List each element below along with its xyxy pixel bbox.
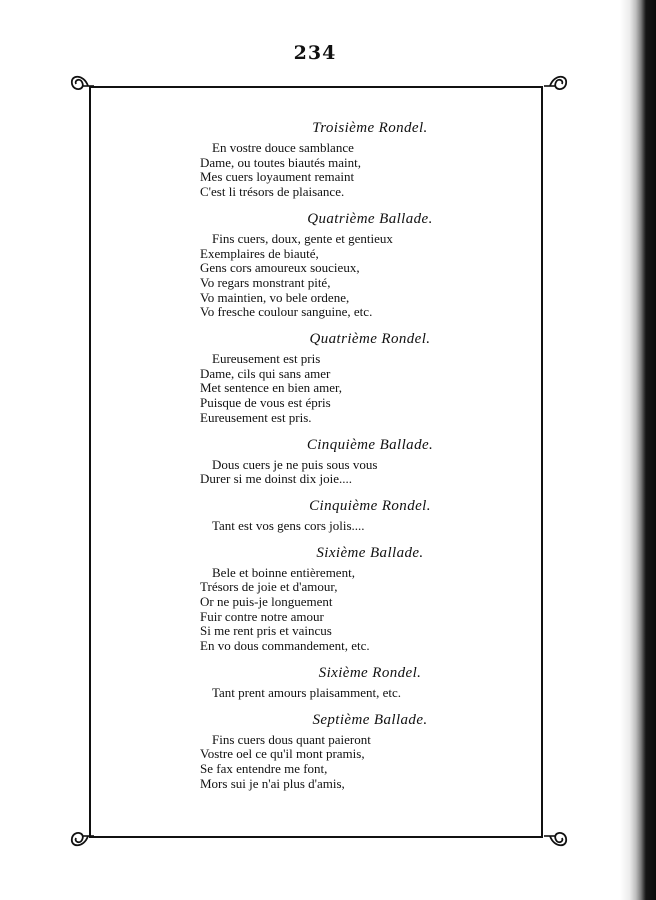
- verse-line: Vo maintien, vo bele ordene,: [200, 289, 350, 305]
- verse-line: Fuir contre notre amour: [200, 608, 324, 624]
- page-number: 234: [293, 42, 337, 64]
- verse-line: Trésors de joie et d'amour,: [200, 579, 338, 595]
- section-cinquieme-ballade: [200, 437, 500, 487]
- verse-line: Or ne puis-je longuement: [200, 594, 333, 610]
- verse-line: En vo dous commandement, etc.: [200, 638, 370, 654]
- verse-line: En vostre douce samblance: [212, 140, 354, 155]
- corner-ornament-top-right-icon: [542, 70, 572, 96]
- verse-line: Eureusement est pris: [212, 351, 321, 367]
- corner-ornament-bottom-left-icon: [66, 826, 96, 852]
- section-title: Sixième Rondel.: [318, 664, 422, 681]
- verse-line: Tant prent amours plaisamment, etc.: [212, 684, 401, 700]
- section-quatrieme-ballade: [200, 211, 500, 320]
- verse-line: Si me rent pris et vaincus: [200, 623, 332, 639]
- page-gutter-shadow: [620, 0, 630, 900]
- section-sixieme-ballade: [200, 545, 500, 654]
- section-title: Quatrième Rondel.: [309, 331, 431, 348]
- verse-line: Puisque de vous est épris: [200, 395, 331, 411]
- verse-line: C'est li trésors de plaisance.: [200, 184, 345, 200]
- section-cinquieme-rondel: [200, 498, 500, 534]
- section-title: Cinquième Ballade.: [306, 436, 434, 453]
- verse-line: Gens cors amoureux soucieux,: [200, 260, 360, 276]
- verse-line: Vo fresche coulour sanguine, etc.: [200, 304, 373, 320]
- verse-line: Durer si me doinst dix joie....: [200, 471, 353, 487]
- verse-line: Met sentence en bien amer,: [200, 380, 343, 396]
- section-sixieme-rondel: [200, 665, 500, 701]
- verse-line: Dame, cils qui sans amer: [200, 365, 331, 381]
- verse-line: Vostre oel ce qu'il mont pramis,: [200, 746, 365, 762]
- verse-line: Fins cuers, doux, gente et gentieux: [212, 230, 393, 246]
- verse-line: Mes cuers loyaument remaint: [200, 169, 355, 185]
- book-binding-edge: [630, 0, 656, 900]
- verse-line: Exemplaires de biauté,: [200, 245, 319, 261]
- section-title: Sixième Ballade.: [316, 544, 424, 561]
- verse-line: Dous cuers je ne puis sous vous: [212, 456, 378, 472]
- verse-line: Tant est vos gens cors jolis....: [212, 517, 365, 533]
- verse-line: Vo regars monstrant pité,: [200, 274, 331, 290]
- section-troisieme-rondel: [200, 120, 500, 200]
- section-title: Quatrième Ballade.: [307, 210, 433, 227]
- poem-excerpts: [200, 120, 500, 802]
- verse-line: Mors sui je n'ai plus d'amis,: [200, 775, 345, 791]
- corner-ornament-bottom-right-icon: [542, 826, 572, 852]
- section-quatrieme-rondel: [200, 331, 500, 426]
- corner-ornament-top-left-icon: [66, 70, 96, 96]
- verse-line: Eureusement est pris.: [200, 409, 312, 425]
- verse-line: Se fax entendre me font,: [200, 760, 328, 776]
- section-septieme-ballade: [200, 712, 500, 792]
- section-title: Troisième Rondel.: [312, 120, 428, 136]
- verse-line: Fins cuers dous quant paieront: [212, 731, 371, 747]
- verse-line: Dame, ou toutes biautés maint,: [200, 154, 362, 170]
- verse-line: Bele et boinne entièrement,: [212, 564, 355, 580]
- section-title: Cinquième Rondel.: [309, 497, 431, 514]
- section-title: Septième Ballade.: [312, 711, 428, 728]
